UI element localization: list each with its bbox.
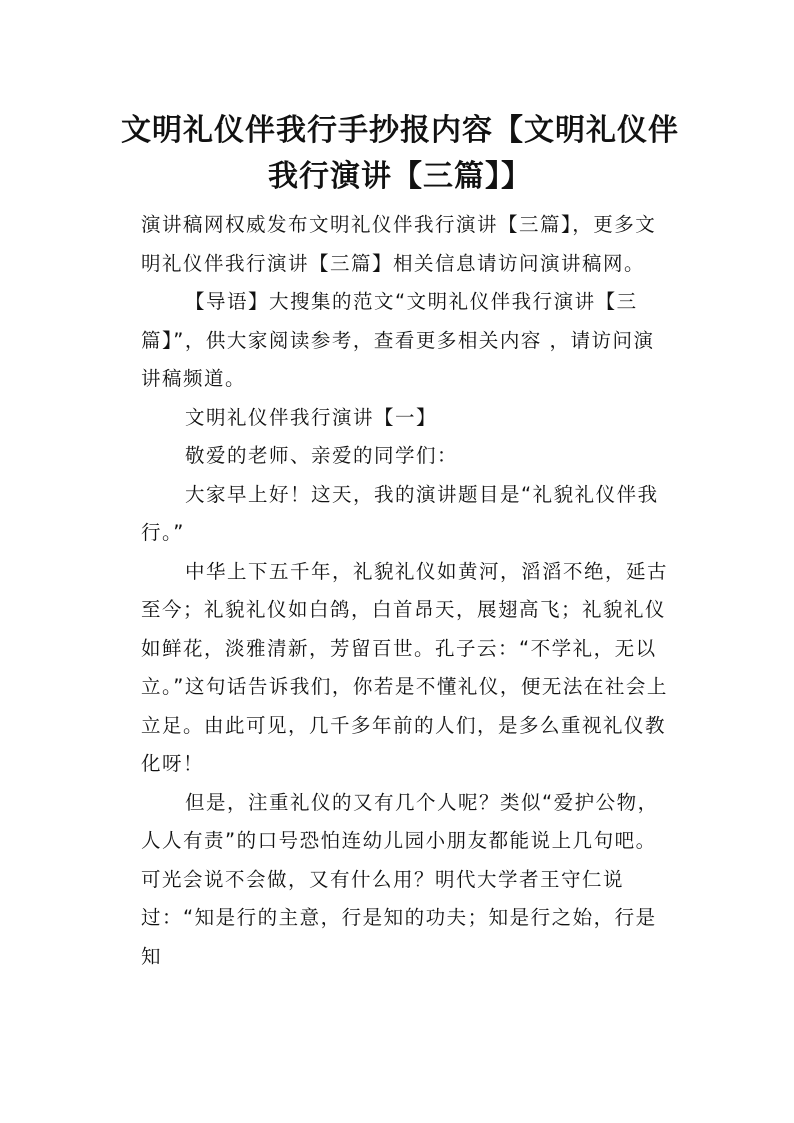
paragraph-intro: 演讲稿网权威发布文明礼仪伴我行演讲【三篇】，更多文明礼仪伴我行演讲【三篇】相关信息请访问演讲稿网。 <box>141 213 657 275</box>
paragraph-greeting: 敬爱的老师、亲爱的同学们： <box>185 444 459 467</box>
paragraph-practice: 但是，注重礼仪的又有几个人呢？类似“爱护公物，人人有责”的口号恐怕连幼儿园小朋友都能说上几句吧。可光会说不会做，又有什么用？明代大学者王守仁说过：“知是行的主意，行是知的功夫；知是行之始，行是知 <box>141 790 659 968</box>
document-body <box>141 206 671 976</box>
paragraph-section-heading: 文明礼仪伴我行演讲【一】 <box>185 405 438 429</box>
document-title: 文明礼仪伴我行手抄报内容【文明礼仪伴我行演讲【三篇】】 <box>121 113 679 194</box>
paragraph-guide: 【导语】大搜集的范文“文明礼仪伴我行演讲【三篇】”，供大家阅读参考，查看更多相关内容 ，请访问演讲稿频道。 <box>141 290 655 390</box>
paragraph-opening: 大家早上好！这天，我的演讲题目是“礼貌礼仪伴我行。” <box>141 482 659 544</box>
paragraph-history: 中华上下五千年，礼貌礼仪如黄河，滔滔不绝，延古至今；礼貌礼仪如白鸽，白首昂天，展翅高飞；礼貌礼仪如鲜花，淡雅清新，芳留百世。孔子云：“不学礼，无以立。”这句话告诉我们，你若是不懂礼仪，便无法在社会上立足。由此可见，几千多年前的人们，是多么重视礼仪教化呀！ <box>141 559 669 775</box>
